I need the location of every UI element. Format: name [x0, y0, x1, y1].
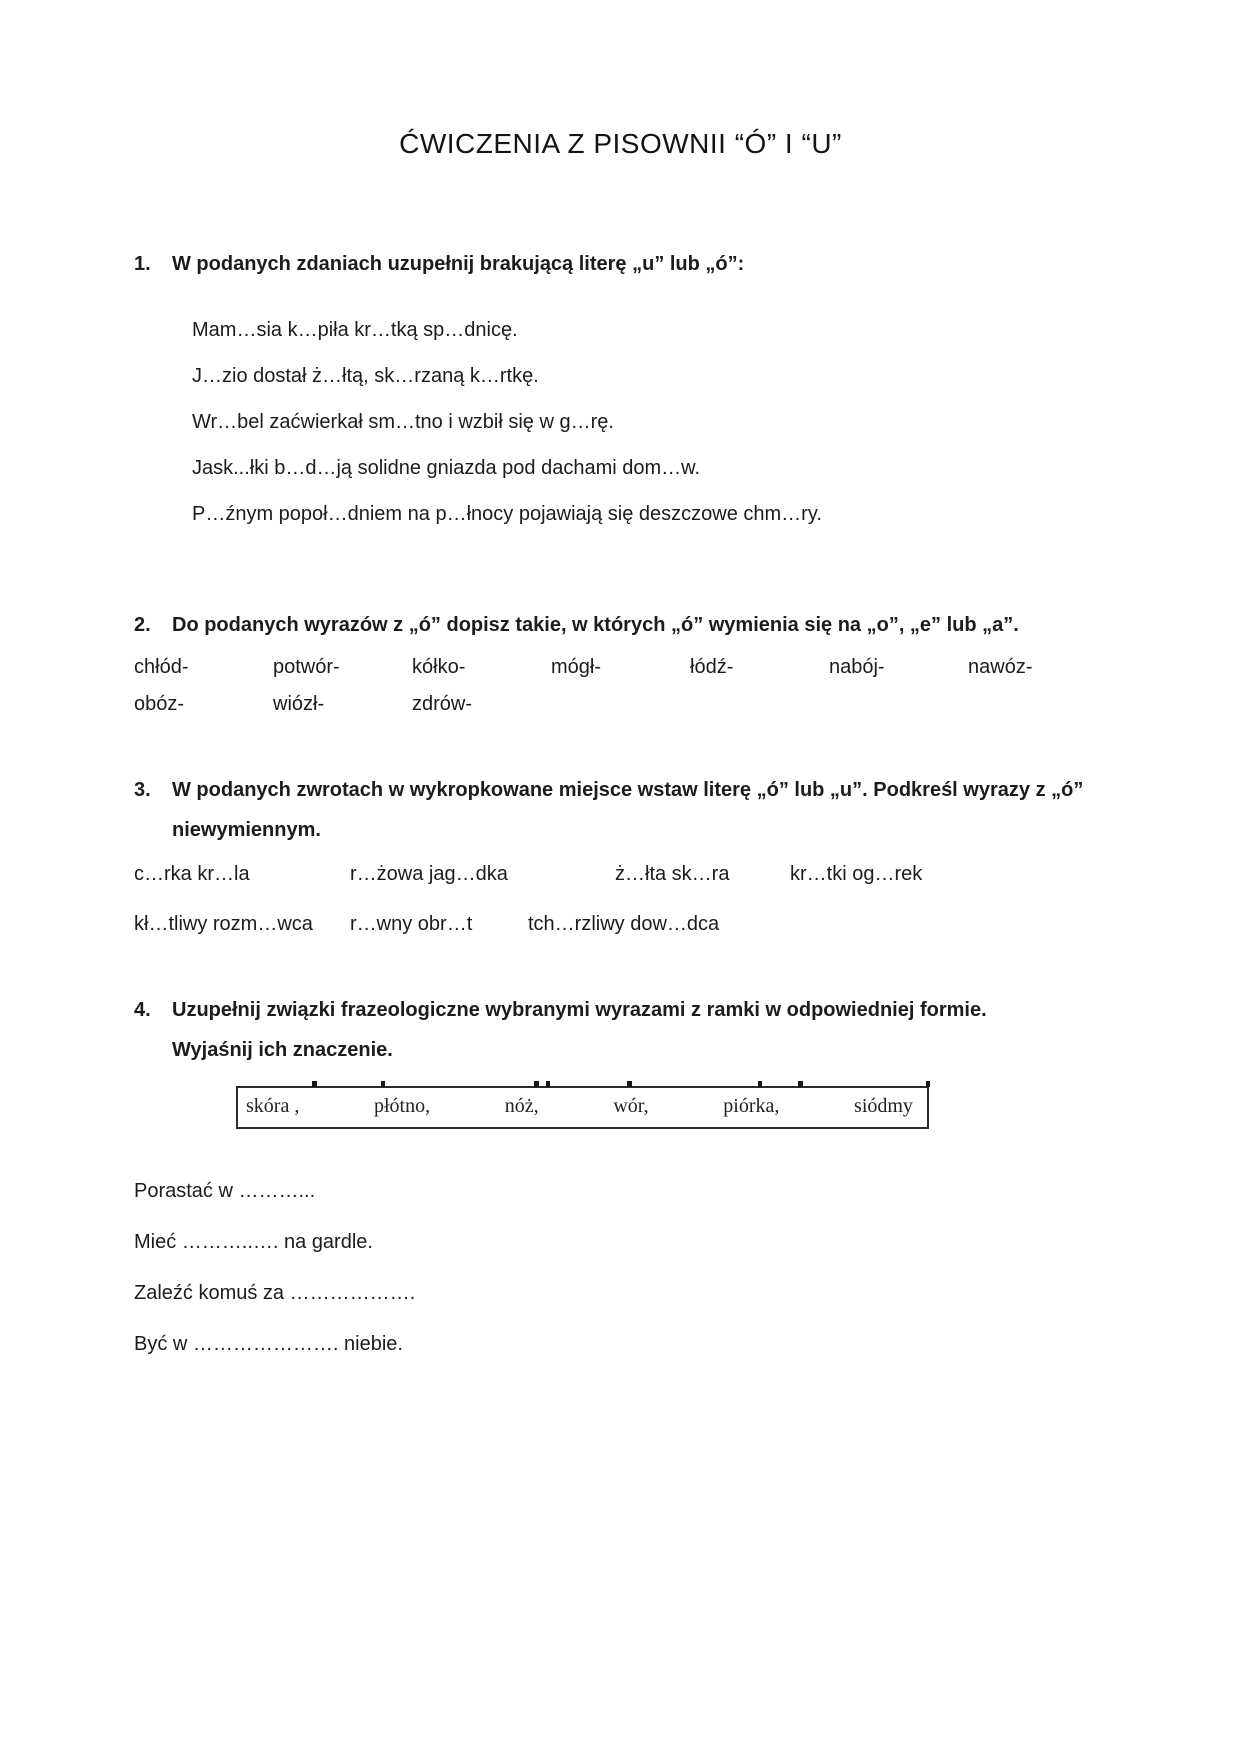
- word-bank-item: wór,: [613, 1095, 649, 1117]
- word-item: mógł-: [551, 656, 602, 678]
- word-bank-item: nóż,: [504, 1095, 539, 1117]
- scan-artifact: [627, 1081, 632, 1087]
- exercise-3-heading-row: [134, 770, 1107, 850]
- exercise-3-phrases-row-1: [134, 862, 1107, 886]
- word-bank-item: płótno,: [373, 1095, 431, 1117]
- exercise-1-heading: W podanych zdaniach uzupełnij brakującą literę „u” lub „ó”:: [172, 253, 745, 275]
- phrase-item: ż…łta sk…ra: [615, 863, 730, 885]
- sentence: J…zio dostał ż…łtą, sk…rzaną k…rtkę.: [192, 365, 539, 387]
- idiom-line: Zaleźć komuś za ……………….: [134, 1282, 416, 1304]
- word-item: obóz-: [134, 693, 185, 715]
- phrase-item: kł…tliwy rozm…wca: [134, 913, 313, 935]
- exercise-4-heading-line-2: Wyjaśnij ich znaczenie.: [172, 1039, 393, 1061]
- scan-artifact: [546, 1081, 550, 1087]
- exercise-2-number: 2.: [134, 614, 151, 636]
- sentence: Wr…bel zaćwierkał sm…tno i wzbił się w g…rę.: [192, 411, 614, 433]
- phrase-item: kr…tki og…rek: [790, 863, 923, 885]
- exercise-2-words-row-1: [134, 655, 1107, 679]
- sentence: Jask...łki b…d…ją solidne gniazda pod dachami dom…w.: [192, 457, 701, 479]
- phrase-item: tch…rzliwy dow…dca: [528, 913, 720, 935]
- exercise-3-phrases-row-2: [134, 912, 1107, 936]
- exercise-3-heading: W podanych zwrotach w wykropkowane miejsce wstaw literę „ó” lub „u”. Podkreśl wyrazy z „ó” niewymiennym.: [172, 779, 1084, 841]
- phrase-item: r…wny obr…t: [350, 913, 473, 935]
- exercise-2-heading: Do podanych wyrazów z „ó” dopisz takie, w których „ó” wymienia się na „o”, „e” lub „a”.: [172, 614, 1019, 636]
- scan-artifact: [926, 1081, 930, 1087]
- idiom-line: Mieć ………..…. na gardle.: [134, 1231, 373, 1253]
- word-bank-item: skóra ,: [246, 1095, 300, 1117]
- page-title: ĆWICZENIA Z PISOWNII “Ó” I “U”: [399, 128, 842, 159]
- exercise-2-words-row-2: [134, 692, 1107, 716]
- exercise-4-heading: [172, 990, 987, 1070]
- word-item: nawóz-: [968, 656, 1033, 678]
- exercise-2-heading-row: [134, 605, 1107, 645]
- exercise-2-words: [134, 655, 1107, 716]
- word-item: chłód-: [134, 656, 189, 678]
- word-item: zdrów-: [412, 693, 473, 715]
- exercise-1-number: 1.: [134, 253, 151, 275]
- word-item: potwór-: [273, 656, 340, 678]
- scan-artifact: [534, 1081, 539, 1087]
- exercise-1-sentences: [192, 318, 1107, 527]
- idiom-line: Być w …………………. niebie.: [134, 1333, 403, 1355]
- word-bank-item: piórka,: [723, 1095, 780, 1117]
- exercise-4-heading-line-1: Uzupełnij związki frazeologiczne wybranymi wyrazami z ramki w odpowiedniej formie.: [172, 999, 987, 1021]
- exercise-4-idioms: [134, 1179, 1107, 1357]
- exercise-3-number: 3.: [134, 779, 151, 801]
- scan-artifact: [312, 1081, 317, 1087]
- exercise-4-heading-row: [134, 990, 1107, 1070]
- sentence: P…źnym popoł…dniem na p…łnocy pojawiają się deszczowe chm…ry.: [192, 503, 822, 525]
- word-bank-box: [236, 1086, 929, 1129]
- scan-artifact: [758, 1081, 762, 1087]
- word-item: wiózł-: [273, 693, 325, 715]
- phrase-item: r…żowa jag…dka: [350, 863, 508, 885]
- word-bank-item: siódmy: [854, 1095, 913, 1117]
- scan-artifact: [381, 1081, 385, 1087]
- word-item: nabój-: [829, 656, 885, 678]
- exercise-4-number: 4.: [134, 999, 151, 1021]
- phrase-item: c…rka kr…la: [134, 863, 250, 885]
- word-item: kółko-: [412, 656, 466, 678]
- word-item: łódź-: [690, 656, 734, 678]
- exercise-1-heading-row: [134, 244, 1107, 284]
- sentence: Mam…sia k…piła kr…tką sp…dnicę.: [192, 319, 518, 341]
- scan-artifact: [798, 1081, 803, 1087]
- idiom-line: Porastać w ………...: [134, 1180, 316, 1202]
